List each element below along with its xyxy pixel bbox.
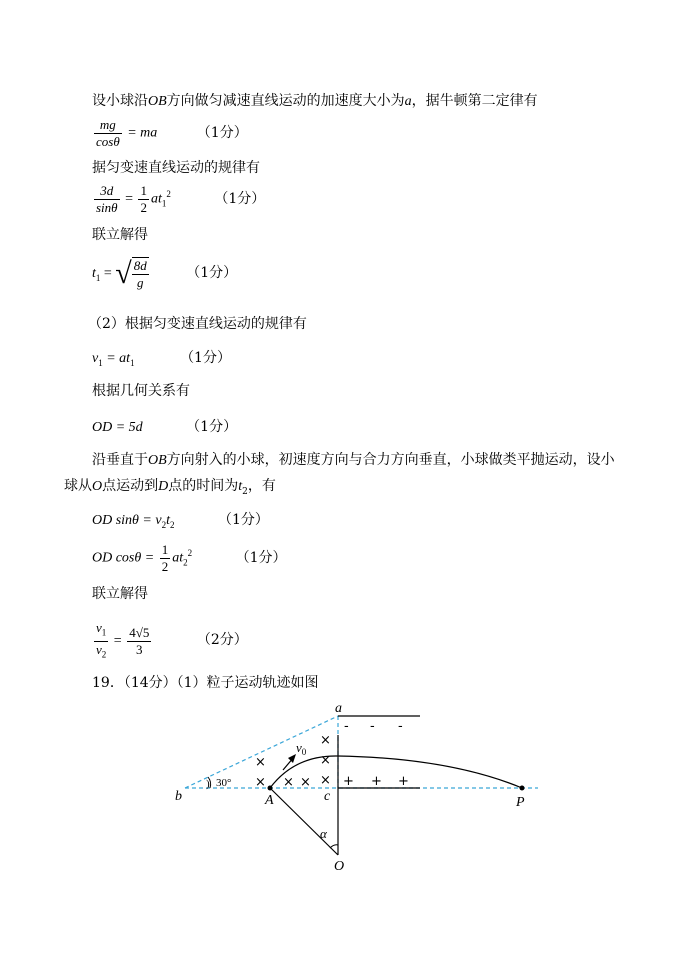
symbol-d: D [158, 479, 169, 494]
symbol-ob: OB [148, 453, 167, 468]
subscript: 2 [170, 519, 175, 530]
fraction-half: $\frac{1}{2}$ [140, 183, 147, 215]
score-label: （1分） [186, 419, 238, 435]
equation-7 [92, 542, 287, 575]
subscript: 1 [161, 198, 167, 209]
superscript: 2 [166, 189, 171, 200]
minus-sign: - [344, 719, 349, 734]
score-label: （1分） [186, 265, 238, 282]
text-segment: 方向做匀减速直线运动的加速度大小为 [166, 93, 405, 109]
plus-sign: + [398, 774, 409, 789]
text-line-9: 根据几何关系有 [92, 383, 190, 399]
equation-2 [92, 183, 265, 216]
equation-lhs: OD cosθ = [92, 550, 155, 566]
symbol-t: t [92, 266, 96, 282]
field-cross: × [255, 755, 266, 770]
label-v0: $v_0$ [296, 740, 307, 757]
text-line-7: （2）根据匀变速直线运动的规律有 [88, 316, 307, 332]
angle-bracket: ) [206, 778, 210, 790]
plus-sign: + [343, 774, 354, 789]
plus-sign: + [371, 774, 382, 789]
subscript: 2 [183, 557, 188, 568]
equals-sign: = [113, 633, 122, 649]
equation-rhs: = ma [127, 125, 158, 141]
label-c: c [324, 789, 331, 804]
subscript: 1 [95, 273, 101, 284]
equation-rhs: = at [106, 351, 131, 366]
fraction-v-ratio: $\frac{v_1}{v_2}$ [96, 620, 107, 660]
square-root: √ $\frac{8d}{g}$ [115, 257, 147, 290]
score-label: （1分） [214, 190, 266, 207]
equation-5 [92, 416, 237, 436]
symbol-v: v [92, 351, 99, 366]
fraction-result: $\frac{4√5}{3}$ [129, 624, 150, 657]
symbol-a: a [404, 94, 412, 109]
equation-lhs: OD sinθ = v [92, 513, 162, 528]
text-segment: 沿垂直于 [92, 452, 148, 468]
equals-sign: = [125, 191, 133, 207]
score-label: （1分） [218, 512, 269, 528]
equation-6 [92, 509, 269, 530]
symbol-t: t [166, 513, 170, 528]
superscript: 2 [187, 548, 193, 559]
subscript: 1 [130, 357, 135, 368]
point-P [520, 786, 525, 791]
text-segment: 球从 [64, 478, 92, 494]
symbol-o: O [92, 479, 103, 494]
label-b: b [175, 789, 182, 804]
equation-4 [92, 347, 231, 368]
subscript: 2 [242, 486, 248, 497]
equation-1 [92, 117, 248, 150]
label-a: a [335, 701, 342, 716]
text-line-15: 联立解得 [92, 586, 148, 602]
text-segment: 点的时间为 [168, 478, 239, 494]
text-segment: 方向射入的小球，初速度方向与合力方向垂直，小球做类平抛运动，设小 [166, 452, 615, 468]
label-A: A [265, 793, 274, 808]
label-O: O [334, 859, 345, 874]
text-segment: ，据牛顿第二定律有 [411, 93, 538, 109]
field-cross: × [255, 775, 266, 790]
equation-rhs: at [150, 191, 162, 207]
score-label: （2分） [196, 632, 248, 649]
text-line-12 [64, 476, 276, 502]
field-cross: × [283, 775, 294, 790]
field-cross: × [320, 753, 331, 768]
v0-arrowhead [288, 754, 296, 763]
equation-8 [92, 620, 248, 662]
text-line-17: 19．（14分）（1）粒子运动轨迹如图 [92, 675, 319, 691]
label-angle-30: 30° [216, 777, 232, 789]
fraction: $\frac{mg}{\cos\theta}$ [96, 117, 120, 149]
fraction: $\frac{3d}{\sin\theta}$ [96, 183, 118, 215]
text-segment: 设小球沿 [92, 93, 148, 109]
text-line-5: 联立解得 [92, 227, 148, 243]
score-label: （1分） [180, 350, 231, 366]
text-line-11 [92, 450, 615, 471]
subscript: 1 [98, 357, 103, 368]
text-line-3: 据匀变速直线运动的规律有 [92, 160, 260, 176]
text-segment: ，有 [247, 478, 276, 494]
equation-od: OD = 5d [92, 420, 143, 435]
text-segment: 点运动到 [102, 478, 159, 494]
field-cross: × [300, 775, 311, 790]
label-P: P [516, 795, 525, 810]
text-line-1 [92, 91, 538, 112]
angle-arc-alpha [330, 845, 338, 848]
score-label: （1分） [196, 124, 248, 141]
equals-sign: = [103, 266, 112, 282]
fraction-half: $\frac{1}{2}$ [161, 542, 169, 574]
subscript: 2 [161, 519, 167, 530]
trajectory-diagram [170, 700, 550, 875]
point-A [268, 786, 273, 791]
score-label: （1分） [235, 549, 287, 566]
symbol-t: t [238, 479, 243, 494]
field-cross: × [320, 733, 331, 748]
equation-3 [92, 257, 237, 291]
symbol-ob: OB [148, 94, 167, 109]
label-alpha: α [320, 826, 327, 841]
minus-sign: - [398, 719, 403, 734]
minus-sign: - [370, 719, 375, 734]
equation-rhs: at [172, 550, 184, 566]
field-cross: × [320, 773, 331, 788]
